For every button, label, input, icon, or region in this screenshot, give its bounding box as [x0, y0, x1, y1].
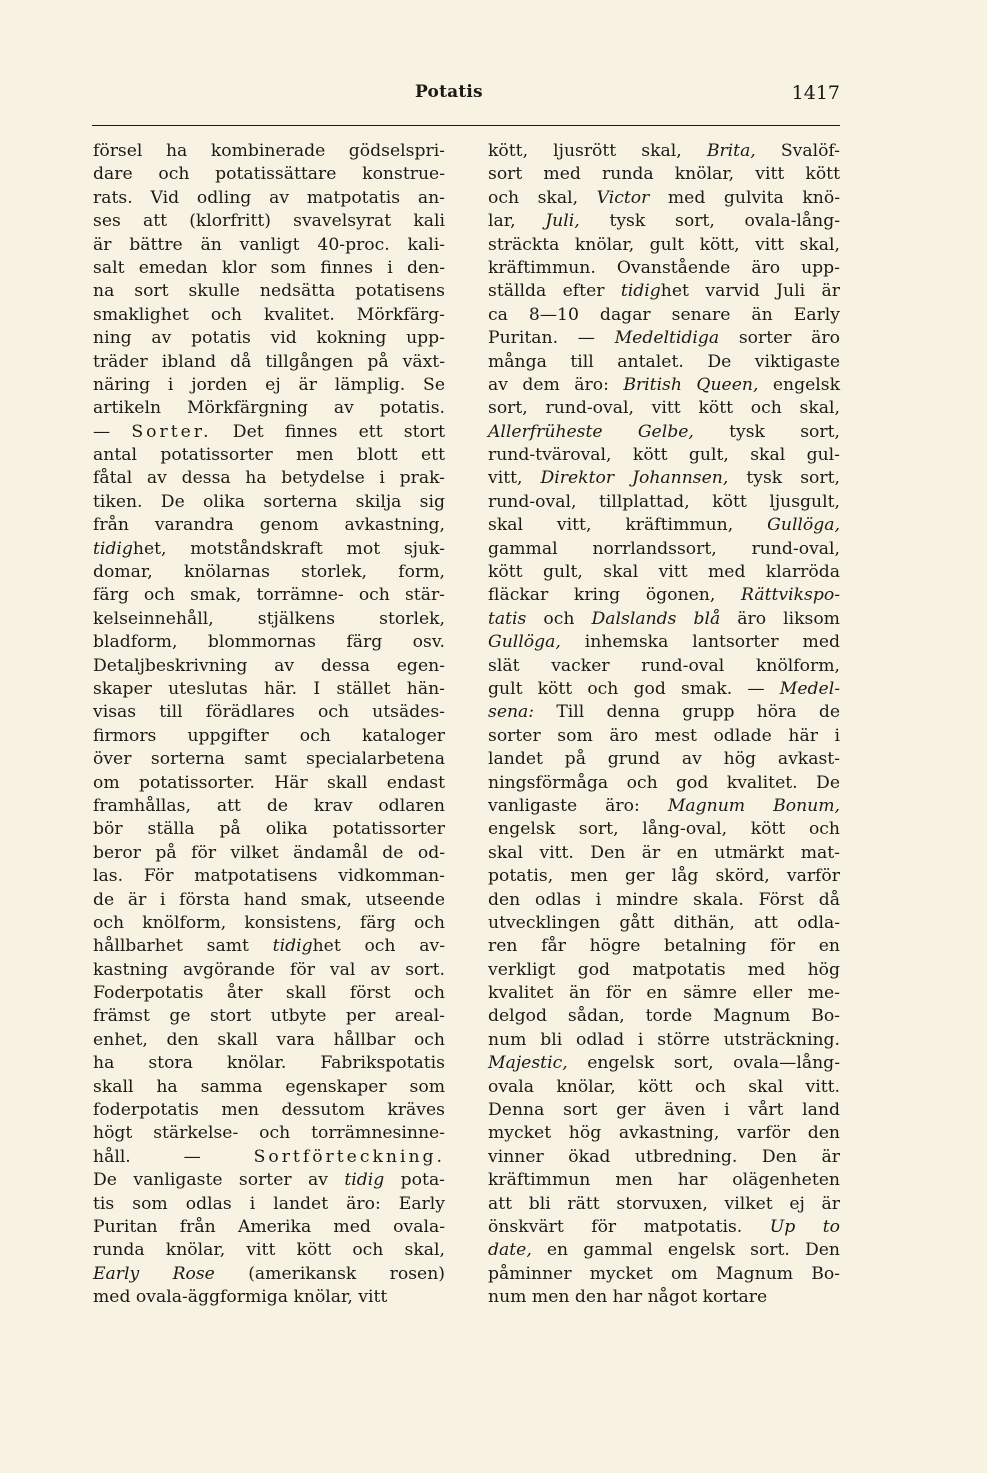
text-line: skall ha samma egenskaper som: [93, 1076, 445, 1097]
text-line: ha stora knölar. Fabrikspotatis: [93, 1053, 445, 1074]
text-line: skaper uteslutas här. I stället hän-: [93, 678, 445, 699]
text-line: kvalitet än för en sämre eller me-: [488, 983, 840, 1004]
text-line: domar, knölarnas storlek, form,: [93, 562, 445, 583]
text-line: potatis, men ger låg skörd, varför: [488, 866, 840, 887]
text-line: försel ha kombinerade gödselspri-: [93, 141, 445, 161]
text-line: Gullöga, inhemska lantsorter med: [488, 632, 840, 653]
text-line: engelsk sort, lång-oval, kött och: [488, 819, 840, 840]
text-line: påminner mycket om Magnum Bo-: [488, 1263, 840, 1284]
text-line: enhet, den skall vara hållbar och: [93, 1029, 445, 1050]
right-column: [488, 140, 840, 1310]
text-line: tatis och Dalslands blå äro liksom: [488, 608, 840, 629]
text-line: kött gult, skal vitt med klarröda: [488, 562, 840, 583]
text-line: artikeln Mörkfärgning av potatis.: [93, 398, 445, 419]
text-line: landet på grund av hög avkast-: [488, 749, 840, 770]
text-line: önskvärt för matpotatis. Up to: [488, 1216, 840, 1237]
text-line: och knölform, konsistens, färg och: [93, 912, 445, 933]
text-line: de är i första hand smak, utseende: [93, 889, 445, 910]
text-line: träder ibland då tillgången på växt-: [93, 351, 445, 372]
text-line: över sorterna samt specialarbetena: [93, 749, 445, 770]
text-line: högt stärkelse- och torrämnesinne-: [93, 1123, 445, 1144]
text-line: kött, ljusrött skal, Brita, Svalöf-: [488, 141, 840, 161]
text-line: num men den har något kortare: [488, 1287, 768, 1308]
text-line: Detaljbeskrivning av dessa egen-: [93, 655, 445, 676]
text-line: tidighet, motståndskraft mot sjuk-: [93, 538, 445, 559]
text-line: framhållas, att de krav odlaren: [93, 795, 445, 816]
text-line: bör ställa på olika potatissorter: [93, 819, 445, 840]
text-line: färg och smak, torrämne- och stär-: [93, 585, 445, 606]
text-line: ovala knölar, kött och skal vitt.: [488, 1076, 840, 1097]
text-line: att bli rätt storvuxen, vilket ej är: [488, 1193, 840, 1214]
text-line: ställda efter tidighet varvid Juli är: [488, 281, 840, 302]
text-line: ses att (klorfritt) svavelsyrat kali: [93, 211, 445, 232]
header-rule: [92, 125, 840, 126]
text-line: firmors uppgifter och kataloger: [93, 725, 445, 746]
text-line: gammal norrlandssort, rund-oval,: [488, 538, 840, 559]
text-line: med ovala-äggformiga knölar, vitt: [93, 1287, 388, 1308]
text-line: na sort skulle nedsätta potatisens: [93, 281, 445, 302]
text-line: ren får högre betalning för en: [488, 936, 840, 957]
page-header: [92, 82, 840, 112]
text-line: kastning avgörande för val av sort.: [93, 959, 445, 980]
text-line: dare och potatissättare konstrue-: [93, 164, 445, 185]
text-line: Allerfrüheste Gelbe, tysk sort,: [488, 421, 840, 442]
text-line: smaklighet och kvalitet. Mörkfärg-: [93, 304, 445, 325]
text-line: sort med runda knölar, vitt kött: [488, 164, 840, 185]
text-line: ning av potatis vid kokning upp-: [93, 328, 445, 349]
text-line: verkligt god matpotatis med hög: [488, 959, 840, 980]
left-column: [93, 140, 445, 1310]
text-line: vanligaste äro: Magnum Bonum,: [488, 795, 840, 816]
text-line: Denna sort ger även i vårt land: [488, 1100, 840, 1121]
text-line: rund-oval, tillplattad, kött ljusgult,: [488, 491, 840, 512]
text-line: tiken. De olika sorterna skilja sig: [93, 491, 445, 512]
text-line: num bli odlad i större utsträckning.: [488, 1029, 840, 1050]
text-line: delgod sådan, torde Magnum Bo-: [488, 1006, 840, 1027]
text-line: främst ge stort utbyte per areal-: [93, 1006, 445, 1027]
text-line: fläckar kring ögonen, Rättvikspo-: [488, 585, 840, 606]
text-line: sträckta knölar, gult kött, vitt skal,: [488, 234, 840, 255]
text-line: sorter som äro mest odlade här i: [488, 725, 840, 746]
text-line: rats. Vid odling av matpotatis an-: [93, 187, 445, 208]
text-line: slät vacker rund-oval knölform,: [488, 655, 840, 676]
text-line: mycket hög avkastning, varför den: [488, 1123, 840, 1144]
text-line: lar, Juli, tysk sort, ovala-lång-: [488, 211, 840, 232]
text-line: rund-tväroval, kött gult, skal gul-: [488, 445, 840, 466]
text-line: utvecklingen gått dithän, att odla-: [488, 912, 840, 933]
text-line: är bättre än vanligt 40-proc. kali-: [93, 234, 445, 255]
text-line: och skal, Victor med gulvita knö-: [488, 187, 840, 208]
text-line: om potatissorter. Här skall endast: [93, 772, 445, 793]
text-line: salt emedan klor som finnes i den-: [93, 257, 445, 278]
text-line: håll. — Sortförteckning.: [93, 1146, 445, 1167]
text-line: runda knölar, vitt kött och skal,: [93, 1240, 445, 1261]
text-line: — Sorter. Det finnes ett stort: [93, 421, 445, 442]
text-line: näring i jorden ej är lämplig. Se: [93, 374, 445, 395]
text-line: fåtal av dessa ha betydelse i prak-: [93, 468, 445, 489]
text-line: foderpotatis men dessutom kräves: [93, 1100, 445, 1121]
text-line: antal potatissorter men blott ett: [93, 445, 445, 466]
text-line: hållbarhet samt tidighet och av-: [93, 936, 445, 957]
text-line: bladform, blommornas färg osv.: [93, 632, 445, 653]
page-number: 1417: [791, 82, 840, 104]
text-line: kräftimmun men har olägenheten: [488, 1170, 840, 1191]
text-line: gult kött och god smak. — Medel-: [488, 678, 840, 699]
text-line: skal vitt. Den är en utmärkt mat-: [488, 842, 840, 863]
text-line: ningsförmåga och god kvalitet. De: [488, 772, 840, 793]
text-line: Foderpotatis åter skall först och: [93, 983, 445, 1004]
text-line: Majestic, engelsk sort, ovala—lång-: [488, 1053, 840, 1074]
text-line: kräftimmun. Ovanstående äro upp-: [488, 257, 840, 278]
text-line: las. För matpotatisens vidkomman-: [93, 866, 445, 887]
text-line: Puritan från Amerika med ovala-: [93, 1216, 445, 1237]
text-line: Early Rose (amerikansk rosen): [93, 1263, 445, 1284]
text-line: vitt, Direktor Johannsen, tysk sort,: [488, 468, 840, 489]
text-line: visas till förädlares och utsädes-: [93, 702, 445, 723]
text-line: Puritan. — Medeltidiga sorter äro: [488, 328, 840, 349]
text-line: vinner ökad utbredning. Den är: [488, 1146, 840, 1167]
text-line: av dem äro: British Queen, engelsk: [488, 374, 840, 395]
text-line: date, en gammal engelsk sort. Den: [488, 1240, 840, 1261]
text-line: den odlas i mindre skala. Först då: [488, 889, 840, 910]
text-line: skal vitt, kräftimmun, Gullöga,: [488, 515, 840, 536]
text-line: från varandra genom avkastning,: [93, 515, 445, 536]
text-line: beror på för vilket ändamål de od-: [93, 842, 445, 863]
text-line: De vanligaste sorter av tidig pota-: [93, 1170, 445, 1191]
text-line: sena: Till denna grupp höra de: [488, 702, 840, 723]
text-line: tis som odlas i landet äro: Early: [93, 1193, 445, 1214]
text-line: kelseinnehåll, stjälkens storlek,: [93, 608, 445, 629]
running-title: Potatis: [415, 82, 483, 102]
text-line: ca 8—10 dagar senare än Early: [488, 304, 840, 325]
text-line: sort, rund-oval, vitt kött och skal,: [488, 398, 840, 419]
text-line: många till antalet. De viktigaste: [488, 351, 840, 372]
